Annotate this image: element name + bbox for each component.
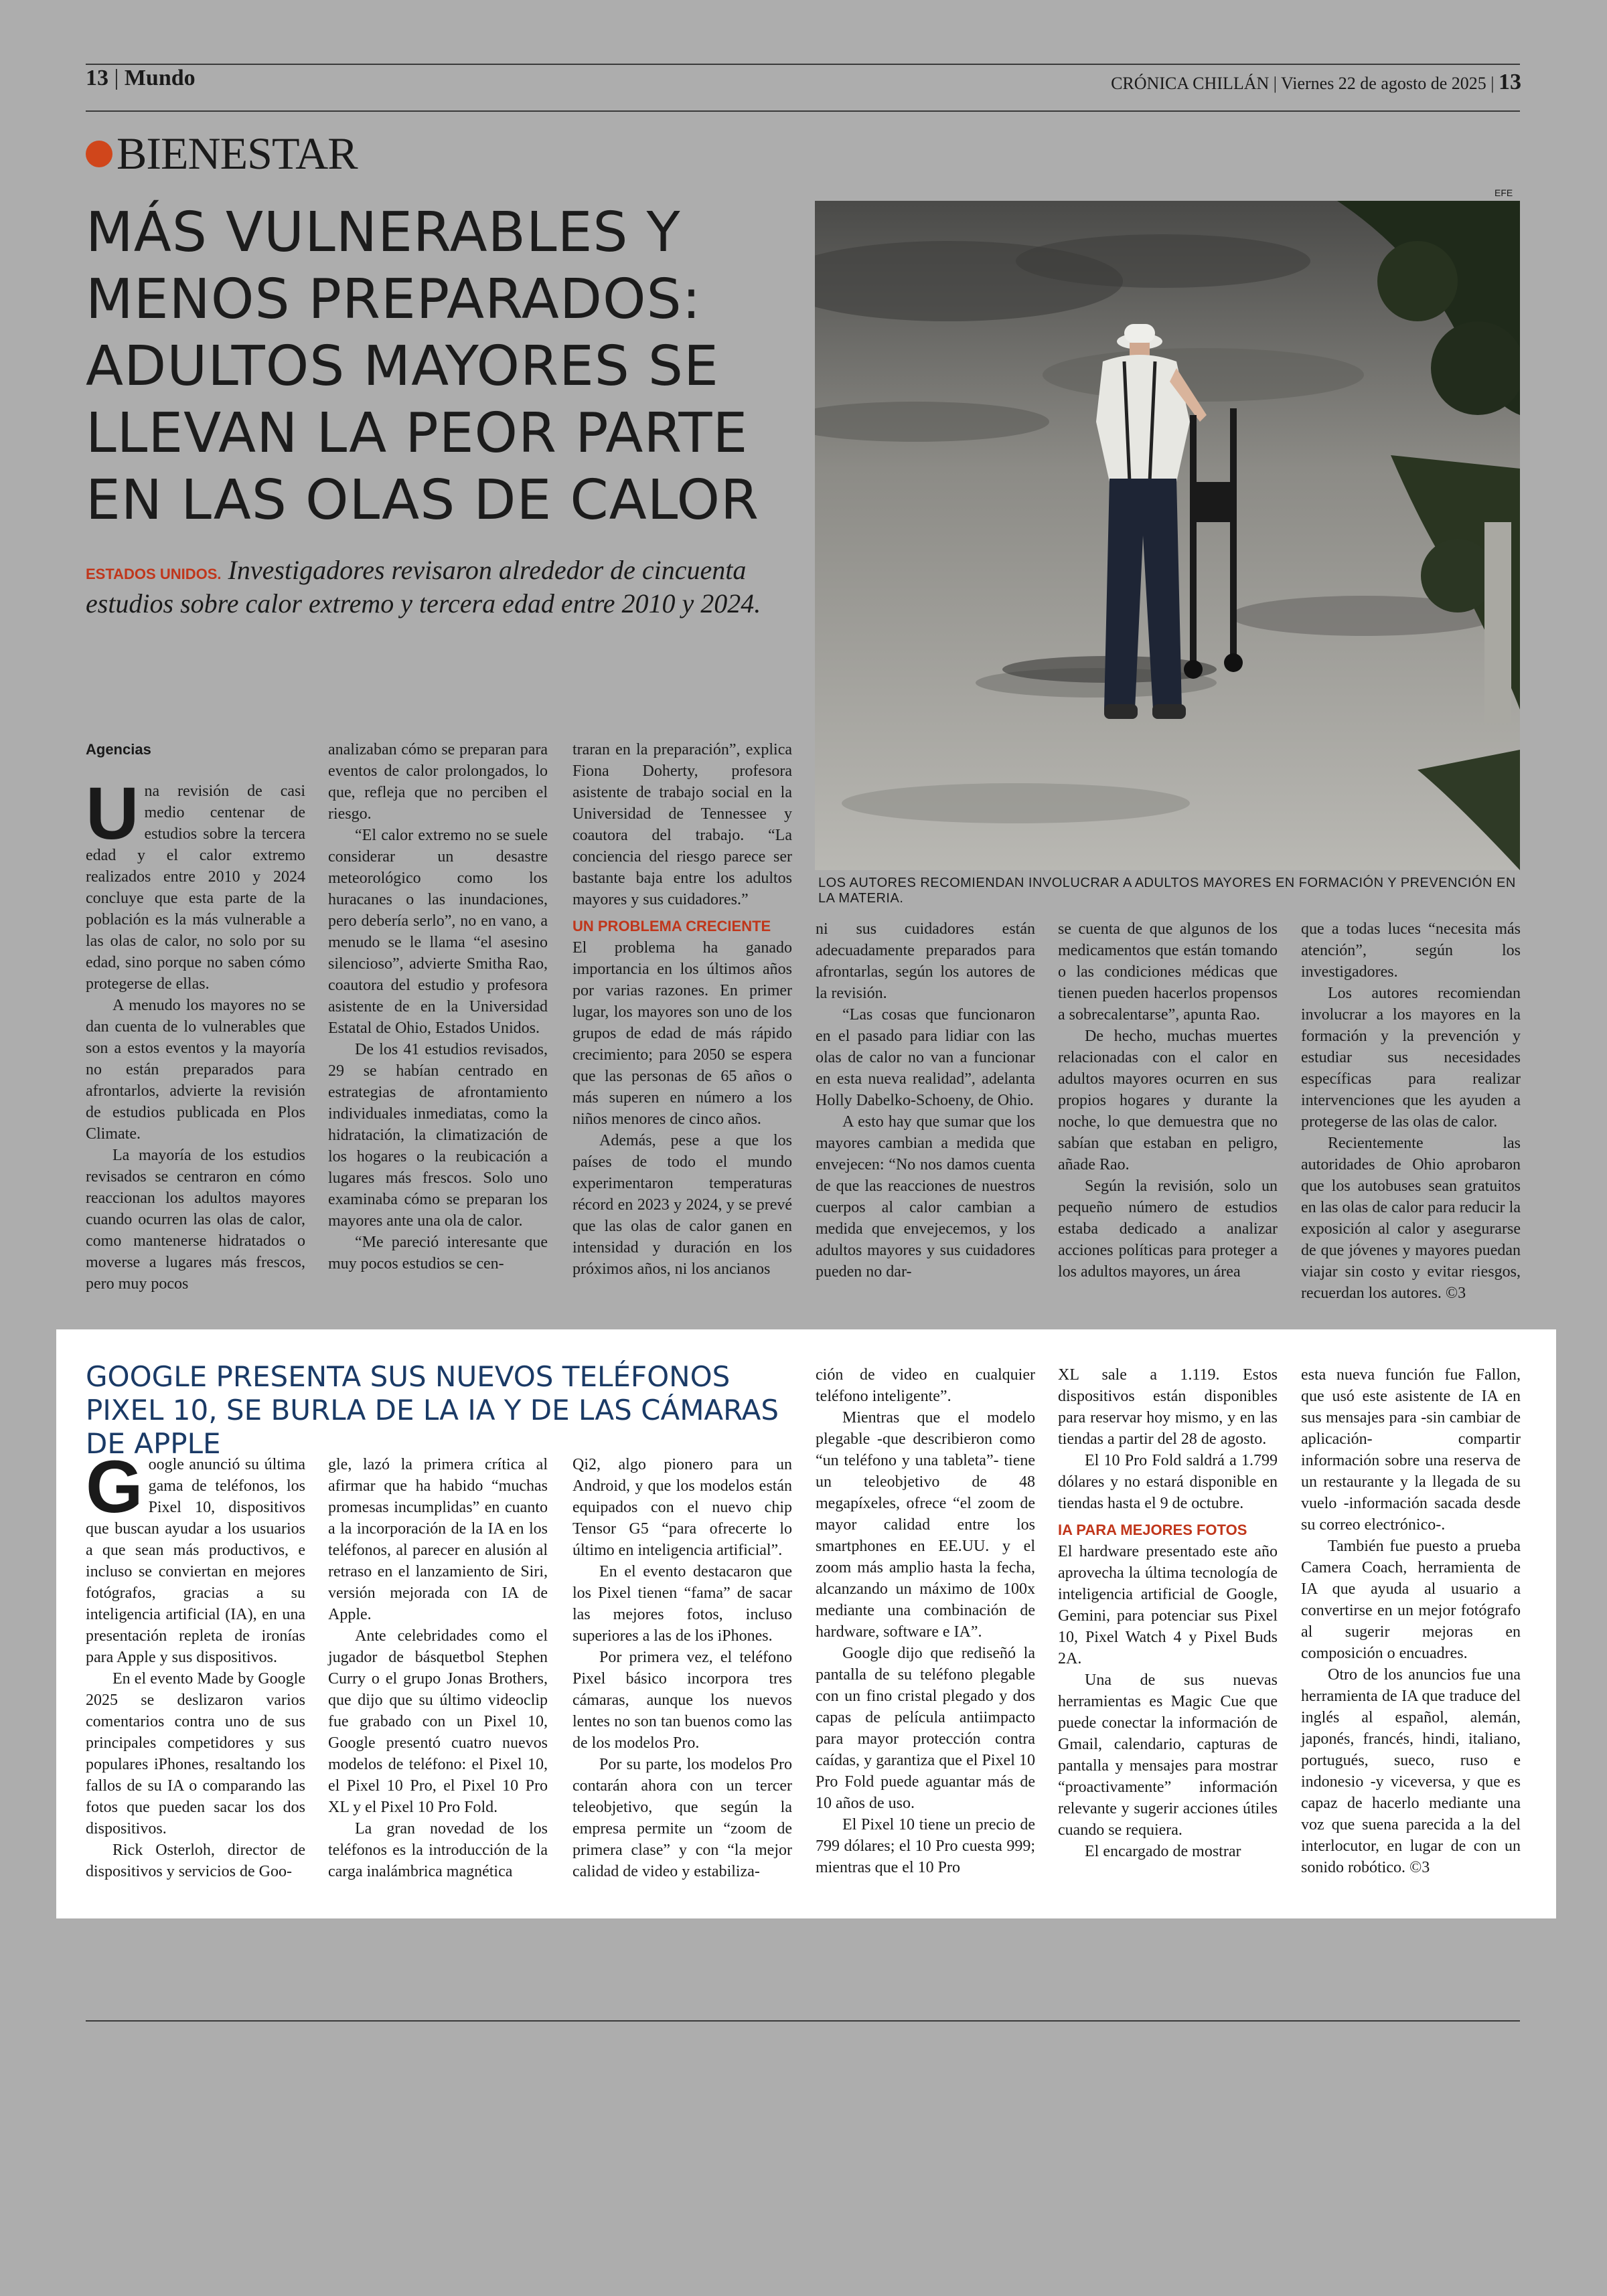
paragraph: se cuenta de que algunos de los medicamentos que están tomando o las condiciones médicas que tienen pueden hacerlos propensos a sobrecalentarse”, apunta Rao.	[1058, 920, 1278, 1023]
bottom-rule	[86, 2020, 1520, 2022]
article2-column-6	[1301, 1364, 1521, 1878]
paragraph: Otro de los anuncios fue una herramienta de IA que traduce del inglés al español, alemán, japonés, francés, hindi, italiano, portugués, sueco, ruso e indonesio -y viceversa, y que es capaz de hacerlo mediante una voz que suena parecida a la del interlocutor, en lugar de con un sonido robótico. ©3	[1301, 1666, 1521, 1876]
header-rule	[86, 110, 1520, 112]
paragraph: En el evento Made by Google 2025 se deslizaron varios comentarios contra uno de sus principales competidores y sus populares iPhones, resaltando los fallos de su IA o comparando las fotos que pueden sacar los dos dispositivos.	[86, 1670, 305, 1837]
top-rule	[86, 64, 1520, 65]
article1-column-1	[86, 739, 305, 1295]
paragraph: traran en la preparación”, explica Fiona Doherty, profesora asistente de trabajo social en la Universidad de Tennessee y coautora del trabajo. “La conciencia del riesgo parece ser bastante baja entre los adultos mayores y sus cuidadores.”	[572, 741, 792, 908]
paragraph: ción de video en cualquier teléfono inteligente”.	[816, 1366, 1035, 1405]
section-dot-icon	[86, 141, 112, 167]
paragraph: Rick Osterloh, director de dispositivos y servicios de Goo-	[86, 1841, 305, 1880]
paragraph: Los autores recomiendan involucrar a los mayores en la formación y la prevención y estudiar sus necesidades específicas para realizar intervenciones que les ayuden a protegerse de las olas de calor.	[1301, 985, 1521, 1131]
paragraph: El Pixel 10 tiene un precio de 799 dólares; el 10 Pro cuesta 999; mientras que el 10 Pro	[816, 1816, 1035, 1876]
article1-column-6	[1301, 918, 1521, 1304]
paragraph: La mayoría de los estudios revisados se centraron en cómo reaccionan los adultos mayores cuando ocurren las olas de calor, como mantenerse hidratados o moverse a lugares más frescos, pero muy pocos	[86, 1147, 305, 1293]
paragraph: De los 41 estudios revisados, 29 se habían centrado en estrategias de afrontamiento individuales inmediatas, como la hidratación, la climatización de los hogares o la reubicación a lugares más frescos. Solo uno examinaba cómo se preparan los mayores ante una ola de calor.	[328, 1041, 548, 1230]
subheading: IA PARA MEJORES FOTOS	[1058, 1522, 1247, 1538]
article1-column-3	[572, 739, 792, 1280]
article-photo	[815, 201, 1520, 870]
paragraph: Una de sus nuevas herramientas es Magic Cue que puede conectar la información de Gmail, calendario, capturas de pantalla y mensajes para mostrar “proactivamente” información relevante y sugerir acciones útiles cuando se requiera.	[1058, 1671, 1278, 1839]
photo-caption: LOS AUTORES RECOMIENDAN INVOLUCRAR A ADULTOS MAYORES EN FORMACIÓN Y PREVENCIÓN EN LA MATERIA.	[818, 876, 1516, 906]
article1-column-5	[1058, 918, 1278, 1283]
paragraph: Recientemente las autoridades de Ohio aprobaron que los autobuses sean gratuitos en las olas de calor para reducir la exposición al calor y asegurarse de que jóvenes y mayores puedan viajar sin costo y evitar riesgos, recuerdan los autores. ©3	[1301, 1135, 1521, 1302]
paragraph: Qi2, algo pionero para un Android, y que los modelos están equipados con el nuevo chip Tensor G5 “para ofrecerte lo último en inteligencia artificial”.	[572, 1456, 792, 1559]
page-number-left: 13	[86, 66, 108, 90]
section-name: Mundo	[124, 66, 196, 90]
article-deck	[86, 556, 795, 619]
paragraph: A esto hay que sumar que los mayores cambian a medida que envejecen: “No nos damos cuenta de que las reacciones de nuestros cuerpos al calor cambian a medida que envejecemos, y los adultos mayores y sus cuidadores pueden no dar-	[816, 1113, 1035, 1281]
paragraph: “El calor extremo no se suele considerar un desastre meteorológico como los huracanes o las inundaciones, pero debería serlo”, no en vano, a menudo se le llama “el asesino silencioso”, advierte Smitha Rao, coautora del estudio y profesora asistente de en la Universidad Estatal de Ohio, Estados Unidos.	[328, 827, 548, 1037]
article2-column-4	[816, 1364, 1035, 1878]
paragraph: De hecho, muchas muertes relacionadas con el calor en adultos mayores ocurren en sus propios hogares y durante la noche, lo que demuestra que no sabían que estaban en peligro, añade Rao.	[1058, 1028, 1278, 1173]
paragraph: El hardware presentado este año aprovecha la última tecnología de inteligencia artificial de Google, Gemini, para potenciar sus Pixel 10, Pixel Watch 4 y Pixel Buds 2A.	[1058, 1543, 1278, 1667]
paragraph: En el evento destacaron que los Pixel tienen “fama” de sacar las mejores fotos, incluso superiores a las de los iPhones.	[572, 1563, 792, 1645]
google-article-headline: GOOGLE PRESENTA SUS NUEVOS TELÉFONOS PIXEL 10, SE BURLA DE LA IA Y DE LAS CÁMARAS DE APPLE	[86, 1360, 779, 1460]
paragraph: analizaban cómo se preparan para eventos de calor prolongados, lo que, refleja que no perciben el riesgo.	[328, 741, 548, 823]
article2-column-5	[1058, 1364, 1278, 1862]
paragraph: ni sus cuidadores están adecuadamente preparados para afrontarlas, según los autores de la revisión.	[816, 920, 1035, 1002]
article2-column-1	[86, 1446, 305, 1882]
section-label: BIENESTAR	[86, 127, 358, 180]
paragraph: XL sale a 1.119. Estos dispositivos están disponibles para reservar hoy mismo, y en las tiendas a partir del 28 de agosto.	[1058, 1366, 1278, 1448]
article1-column-2	[328, 739, 548, 1275]
paragraph: Google dijo que rediseñó la pantalla de su teléfono plegable con un fino cristal plegado y dos capas de película antiimpacto para mayor protección contra caídas, y garantiza que el Pixel 10 Pro Fold puede aguantar más de 10 años de uso.	[816, 1645, 1035, 1812]
page-header-left: 13 | Mundo	[86, 66, 196, 90]
drop-cap: G	[86, 1446, 143, 1528]
photo-credit: EFE	[1495, 187, 1513, 198]
drop-cap: U	[86, 772, 139, 855]
paragraph: También fue puesto a prueba Camera Coach, herramienta de IA que ayuda al usuario a convertirse en un mejor fotógrafo al sugerir mejoras en composición o encuadres.	[1301, 1538, 1521, 1662]
subheading: UN PROBLEMA CRECIENTE	[572, 918, 771, 934]
paragraph: Además, pese a que los países de todo el mundo experimentaron temperaturas récord en 2023 y 2024, y se prevé que las olas de calor ganen en intensidad y duración en los próximos años, ni los ancianos	[572, 1132, 792, 1278]
paragraph: Por primera vez, el teléfono Pixel básico incorpora tres cámaras, aunque los nuevos lentes no son tan buenos como las de los modelos Pro.	[572, 1649, 792, 1752]
newspaper-name: CRÓNICA CHILLÁN	[1111, 74, 1270, 93]
paragraph: Google anunció su última gama de teléfonos, los Pixel 10, dispositivos que buscan ayudar a los usuarios a que sean más productivos, e incluso se conviertan en mejores fotógrafos, gracias a su inteligencia artificial (IA), en una presentación repleta de ironías para Apple y sus dispositivos.	[86, 1446, 305, 1666]
paragraph: Ante celebridades como el jugador de básquetbol Stephen Curry o el grupo Jonas Brothers, que dijo que su último videoclip fue grabado con un Pixel 10, Google presentó cuatro nuevos modelos de teléfono: el Pixel 10, el Pixel 10 Pro, el Pixel 10 Pro XL y el Pixel 10 Pro Fold.	[328, 1627, 548, 1816]
deck-text: Investigadores revisaron alrededor de cincuenta estudios sobre calor extremo y tercera edad entre 2010 y 2024.	[86, 555, 761, 619]
byline: Agencias	[86, 741, 151, 758]
deck-location: ESTADOS UNIDOS.	[86, 566, 222, 582]
paragraph: “Las cosas que funcionaron en el pasado para lidiar con las olas de calor no van a funcionar en esta nueva realidad”, adelanta Holly Dabelko-Schoeny, de Ohio.	[816, 1006, 1035, 1109]
page-header-right: CRÓNICA CHILLÁN | Viernes 22 de agosto de 2025 | 13	[1111, 70, 1521, 94]
paragraph: Una revisión de casi medio centenar de estudios sobre la tercera edad y el calor extremo realizados entre 2010 y 2024 concluye que esta parte de la población es la más vulnerable a las olas de calor, no solo por su edad, sino porque no saben cómo protegerse de ellas.	[86, 772, 305, 993]
paragraph: Mientras que el modelo plegable -que describieron como “un teléfono y una tableta”- tiene un teleobjetivo de 48 megapíxeles, ofrece “el zoom de mayor calidad entre los smartphones en EE.UU. y el zoom más amplio hasta la fecha, alcanzando un máximo de 100x mediante una combinación de hardware, software e IA”.	[816, 1409, 1035, 1641]
paragraph: A menudo los mayores no se dan cuenta de lo vulnerables que son a estos eventos y la mayoría no están preparados para afrontarlos, advierte la revisión de estudios publicada en Plos Climate.	[86, 997, 305, 1143]
paragraph: La gran novedad de los teléfonos es la introducción de la carga inalámbrica magnética	[328, 1820, 548, 1880]
paragraph: gle, lazó la primera crítica al afirmar que ha habido “muchas promesas incumplidas” en cuanto a la incorporación de la IA en los teléfonos, al parecer en alusión al retraso en el lanzamiento de Siri, versión mejorada con IA de Apple.	[328, 1456, 548, 1623]
page-number-right: 13	[1499, 70, 1521, 94]
paragraph: El encargado de mostrar	[1085, 1843, 1241, 1860]
article1-column-4	[816, 918, 1035, 1283]
paragraph: Por su parte, los modelos Pro contarán ahora con un tercer teleobjetivo, que según la empresa permite un “zoom de primera clase” y con “la mejor calidad de video y estabiliza-	[572, 1756, 792, 1880]
article-headline: MÁS VULNERABLES Y MENOS PREPARADOS: ADULTOS MAYORES SE LLEVAN LA PEOR PARTE EN LAS OLAS DE CALOR	[86, 201, 759, 532]
paragraph: El problema ha ganado importancia en los últimos años por varias razones. En primer lugar, los mayores son uno de los grupos de edad de más rápido crecimiento; para 2050 se espera que las personas de 65 años o más superen en número a los niños menores de cinco años.	[572, 939, 792, 1128]
issue-date: Viernes 22 de agosto de 2025	[1281, 74, 1486, 93]
paragraph: El 10 Pro Fold saldrá a 1.799 dólares y no estará disponible en tiendas hasta el 9 de octubre.	[1058, 1452, 1278, 1512]
paragraph: “Me pareció interesante que muy pocos estudios se cen-	[328, 1234, 548, 1273]
paragraph: esta nueva función fue Fallon, que usó este asistente de IA en sus mensajes para -sin cambiar de aplicación- compartir información sobre una reserva de un restaurante y la llegada de su vuelo -información sacada desde su correo electrónico-.	[1301, 1366, 1521, 1534]
paragraph: Según la revisión, solo un pequeño número de estudios estaba dedicado a analizar acciones políticas para proteger a los adultos mayores, un área	[1058, 1177, 1278, 1281]
elderly-man-walking-photo	[815, 201, 1520, 870]
article2-column-3	[572, 1454, 792, 1882]
paragraph: que a todas luces “necesita más atención”, según los investigadores.	[1301, 920, 1521, 981]
article2-column-2	[328, 1454, 548, 1882]
